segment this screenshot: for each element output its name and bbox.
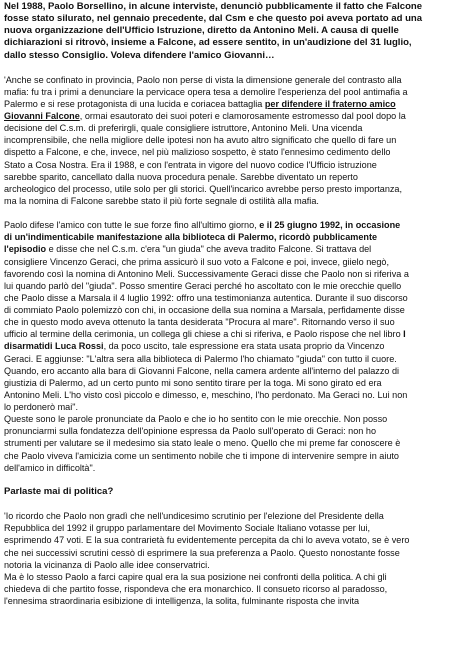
text-line: Antonino Meli. L'ho visto così piccolo e dimesso, e, meschino, l'ho perdonato. Ma Geraci no. Lui non bbox=[4, 389, 408, 400]
text-line: Ma è lo stesso Paolo a farci capire qual era la sua posizione nei confronti della politica. A chi gli bbox=[4, 571, 387, 582]
bold-emphasis: di un'indimenticabile manifestazione alla biblioteca di Palermo, ricordò pubblicamente bbox=[4, 232, 378, 243]
book-title: disarmatidi Luca Rossi bbox=[4, 341, 104, 352]
text-line: archeologico del processo, utile solo per gli storici. Quell'incarico avrebbe perso presto importanza, bbox=[4, 183, 403, 194]
underlined-name: Giovanni Falcone bbox=[4, 111, 80, 122]
text-run: , ormai esautorato dei suoi poteri e clamorosamente estromesso dal pool dopo la bbox=[79, 111, 406, 122]
text-line: Stato a Cosa Nostra. Era il 1988, e con l'entrata in vigore del nuovo codice l'Ufficio istruzione bbox=[4, 159, 377, 170]
text-run: ufficio al termine della cerimonia, un collega gli chiese a chi si riferiva, e Paolo rispose che nel libro bbox=[4, 329, 404, 340]
text-line: Repubblica del 1992 il gruppo parlamentare del Movimento Sociale Italiano votasse per lui, bbox=[4, 523, 370, 534]
bold-emphasis: I bbox=[403, 329, 406, 340]
text-line: Geraci. E aggiunse: "L'altra sera alla biblioteca di Palermo l'ho chiamato "giuda" con tutto il cuore. bbox=[4, 353, 397, 364]
text-line: 'Io ricordo che Paolo non gradì che nell'undicesimo scrutinio per l'elezione del Presidente della bbox=[4, 511, 384, 522]
text-line: lo perdonerò mai". bbox=[4, 402, 78, 413]
text-line: Quando, ero accanto alla bara di Giovanni Falcone, nella camera ardente all'interno del palazzo di bbox=[4, 365, 400, 376]
text-line: incomprensibile, che nella migliore delle ipotesi non ha avuto altro significato che quello di fare un bbox=[4, 135, 397, 146]
text-line: sarebbe sparito, cancellato dalla nuova procedura penale. Sarebbe diventato un reperto bbox=[4, 171, 358, 182]
text-line: strumenti per valutare se il medesimo sia stato leale o meno. Quello che mi preme far conoscere è bbox=[4, 438, 401, 449]
text-line: l'ennesima straordinaria esibizione di intelligenza, la solita, fulminante risposta che invita bbox=[4, 596, 360, 606]
text-line: pronunciarmi sulla fondatezza dell'opinione espressa da Paolo sull'operato di Geraci: non ho bbox=[4, 426, 377, 437]
text-line: Queste sono le parole pronunciate da Paolo e che io ho sentito con le mie orecchie. Non posso bbox=[4, 414, 388, 425]
text-line: dispetto a Falcone, e che, invece, nel più malizioso sospetto, è stato l'ennesimo cedimento dello bbox=[4, 147, 391, 158]
text-line: che nei successivi scrutini cessò di esprimere la sua preferenza a Paolo. Questo nonostante fosse bbox=[4, 547, 400, 558]
text-line: fosse stato silurato, nel gennaio precedente, dal Csm e che questo poi aveva portato ad una bbox=[4, 13, 423, 25]
text-line: esprimendo 47 voti. E la sua contrarietà fu evidentemente percepita da chi lo aveva votato, se è vero bbox=[4, 535, 410, 546]
text-line: dichiarazioni si ritrovò, insieme a Falcone, ad essere sentito, in un'audizione del 31 luglio, bbox=[4, 37, 412, 49]
text-line: che Paolo disse a Marsala il 4 luglio 1992: offro una testimonianza autentica. Durante il suo discorso bbox=[4, 292, 408, 303]
text-line: mafia: fu tra i primi a denunciare la pervicace opera tesa a demolire l'esperienza del pool antimafia a bbox=[4, 86, 408, 97]
text-line: nuova organizzazione dell'Ufficio Istruzione, diretto da Antonino Meli. A causa di quelle bbox=[4, 25, 399, 37]
text-line: di commiato Paolo polemizzò con chi, in occasione della sua nomina a Marsala, perfidamente disse bbox=[4, 305, 405, 316]
text-run: e disse che nel C.s.m. c'era "un giuda" che aveva tradito Falcone. Si trattava del bbox=[46, 244, 372, 255]
bold-emphasis: l'episodio bbox=[4, 244, 47, 255]
text-run: Paolo difese l'amico con tutte le sue forze fino all'ultimo giorno, bbox=[4, 220, 260, 231]
text-run: , da poco uscito, tale espressione era stata usata proprio da Vincenzo bbox=[103, 341, 385, 352]
lead-paragraph bbox=[4, 1, 456, 62]
text-line: chiedeva di che partito fosse, rispondeva che era monarchico. Il consueto ricorso al paradosso, bbox=[4, 583, 388, 594]
text-line: dell'amico in difficoltà". bbox=[4, 462, 96, 473]
text-run: Palermo e si rese protagonista di una lucida e coriacea battaglia bbox=[4, 98, 265, 109]
text-line: lui quando parlò del "giuda". Posso smentire Geraci perché ho ascoltato con le mie orecchie quello bbox=[4, 280, 402, 291]
text-line: giustizia di Palermo, ad un certo punto mi sono sentito tirare per la toga. Mi sono girato ed era bbox=[4, 377, 382, 388]
text-line: favorendo così la nomina di Antonino Meli. Successivamente Geraci disse che Paolo non si riferiva a bbox=[4, 268, 409, 279]
bold-emphasis: e il 25 giugno 1992, in occasione bbox=[259, 220, 401, 231]
underlined-emphasis: per difendere il fraterno amico bbox=[264, 98, 396, 109]
text-line: notoria la vicinanza di Paolo alle idee conservatrici. bbox=[4, 559, 210, 570]
text-line: decisione del C.s.m. di preferirgli, quale consigliere istruttore, Antonino Meli. Una vicenda bbox=[4, 123, 363, 134]
text-line: consigliere Vincenzo Geraci, che prima assicurò il suo voto a Falcone e poi, invece, giielo negò, bbox=[4, 256, 390, 267]
text-line: che Paolo viveva l'amicizia come un sentimento nobile che ti impone di intervenire sempre in aiuto bbox=[4, 450, 399, 461]
body-paragraph-1 bbox=[4, 74, 456, 207]
text-line: 'Anche se confinato in provincia, Paolo non perse di vista la dimensione generale del contrasto alla bbox=[4, 74, 402, 85]
body-paragraph-2 bbox=[4, 219, 456, 474]
section-heading: Parlaste mai di politica? bbox=[4, 485, 114, 497]
text-line: che in questo modo aveva ottenuto la tanta desiderata "Procura al mare". Ritornando verso il suo bbox=[4, 317, 395, 328]
text-line: ma la nomina di Falcone sarebbe stato il più forte segnale di ostilità alla mafia. bbox=[4, 195, 319, 206]
text-line: dallo stesso Consiglio. Voleva difendere l'amico Giovanni… bbox=[4, 49, 275, 61]
article-page bbox=[4, 1, 456, 619]
text-line: Nel 1988, Paolo Borsellino, in alcune interviste, denunciò pubblicamente il fatto che Falcone bbox=[4, 1, 423, 12]
body-paragraph-3 bbox=[4, 510, 456, 607]
